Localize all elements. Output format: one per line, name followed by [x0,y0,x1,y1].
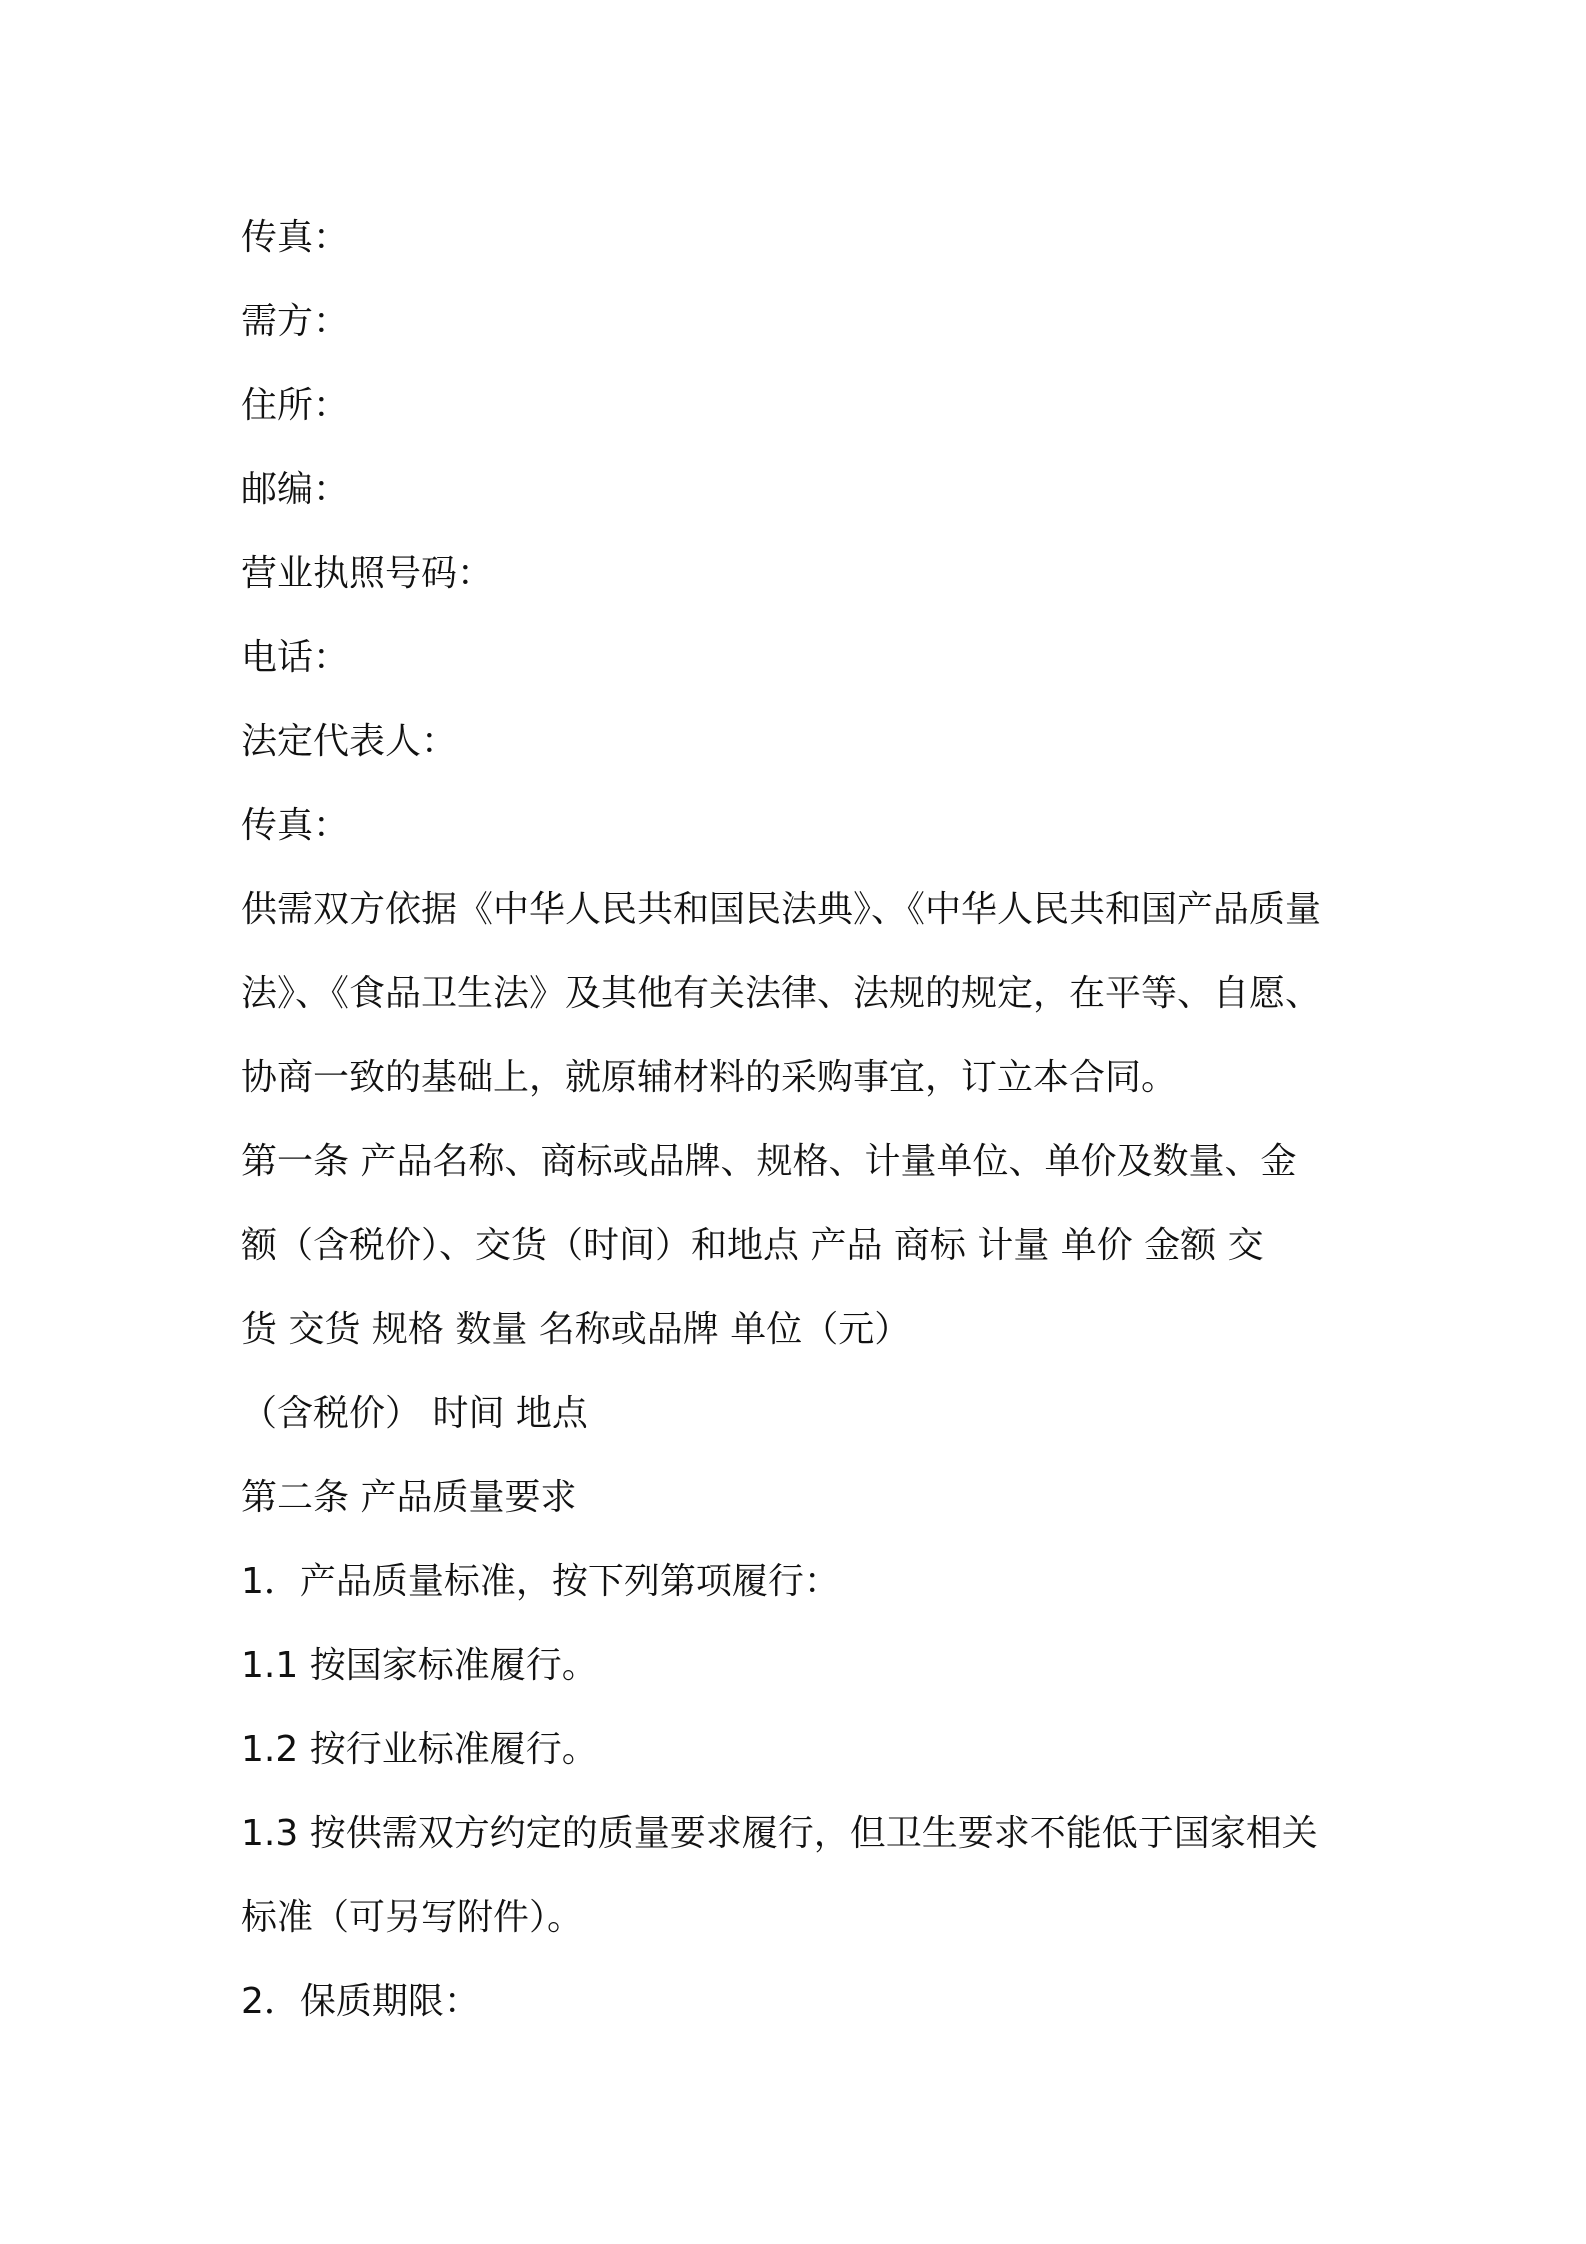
article-1-line-2: 额（含税价）、交货（时间）和地点 产品 商标 计量 单价 金额 交 [241,1225,1264,1266]
preamble-line-2: 法》、《食品卫生法》及其他有关法律、法规的规定，在平等、自愿、 [241,973,1322,1014]
buyer-label: 需方： [241,301,350,342]
national-standard-item: 1.1 按国家标准履行。 [241,1645,598,1686]
fax-label-buyer: 传真： [241,805,350,846]
postcode-label: 邮编： [241,469,350,510]
phone-label: 电话： [241,637,350,678]
business-license-label: 营业执照号码： [241,553,494,594]
legal-representative-label: 法定代表人： [241,721,458,762]
article-1-line-1: 第一条 产品名称、商标或品牌、规格、计量单位、单价及数量、金 [241,1141,1297,1182]
article-2-heading: 第二条 产品质量要求 [241,1477,577,1518]
article-1-line-3: 货 交货 规格 数量 名称或品牌 单位（元） [241,1309,911,1350]
fax-label-supplier: 传真： [241,217,350,258]
preamble-line-3: 协商一致的基础上，就原辅材料的采购事宜，订立本合同。 [241,1057,1178,1098]
article-1-line-4: （含税价） 时间 地点 [241,1393,588,1434]
quality-standard-item: 1．产品质量标准，按下列第项履行： [241,1561,840,1602]
industry-standard-item: 1.2 按行业标准履行。 [241,1729,598,1770]
agreed-standard-item-line-1: 1.3 按供需双方约定的质量要求履行，但卫生要求不能低于国家相关 [241,1813,1318,1854]
address-label: 住所： [241,385,350,426]
shelf-life-item: 2．保质期限： [241,1981,480,2022]
document-body [241,196,1361,2044]
agreed-standard-item-line-2: 标准（可另写附件）。 [241,1897,584,1938]
preamble-line-1: 供需双方依据《中华人民共和国民法典》、《中华人民共和国产品质量 [241,889,1322,930]
